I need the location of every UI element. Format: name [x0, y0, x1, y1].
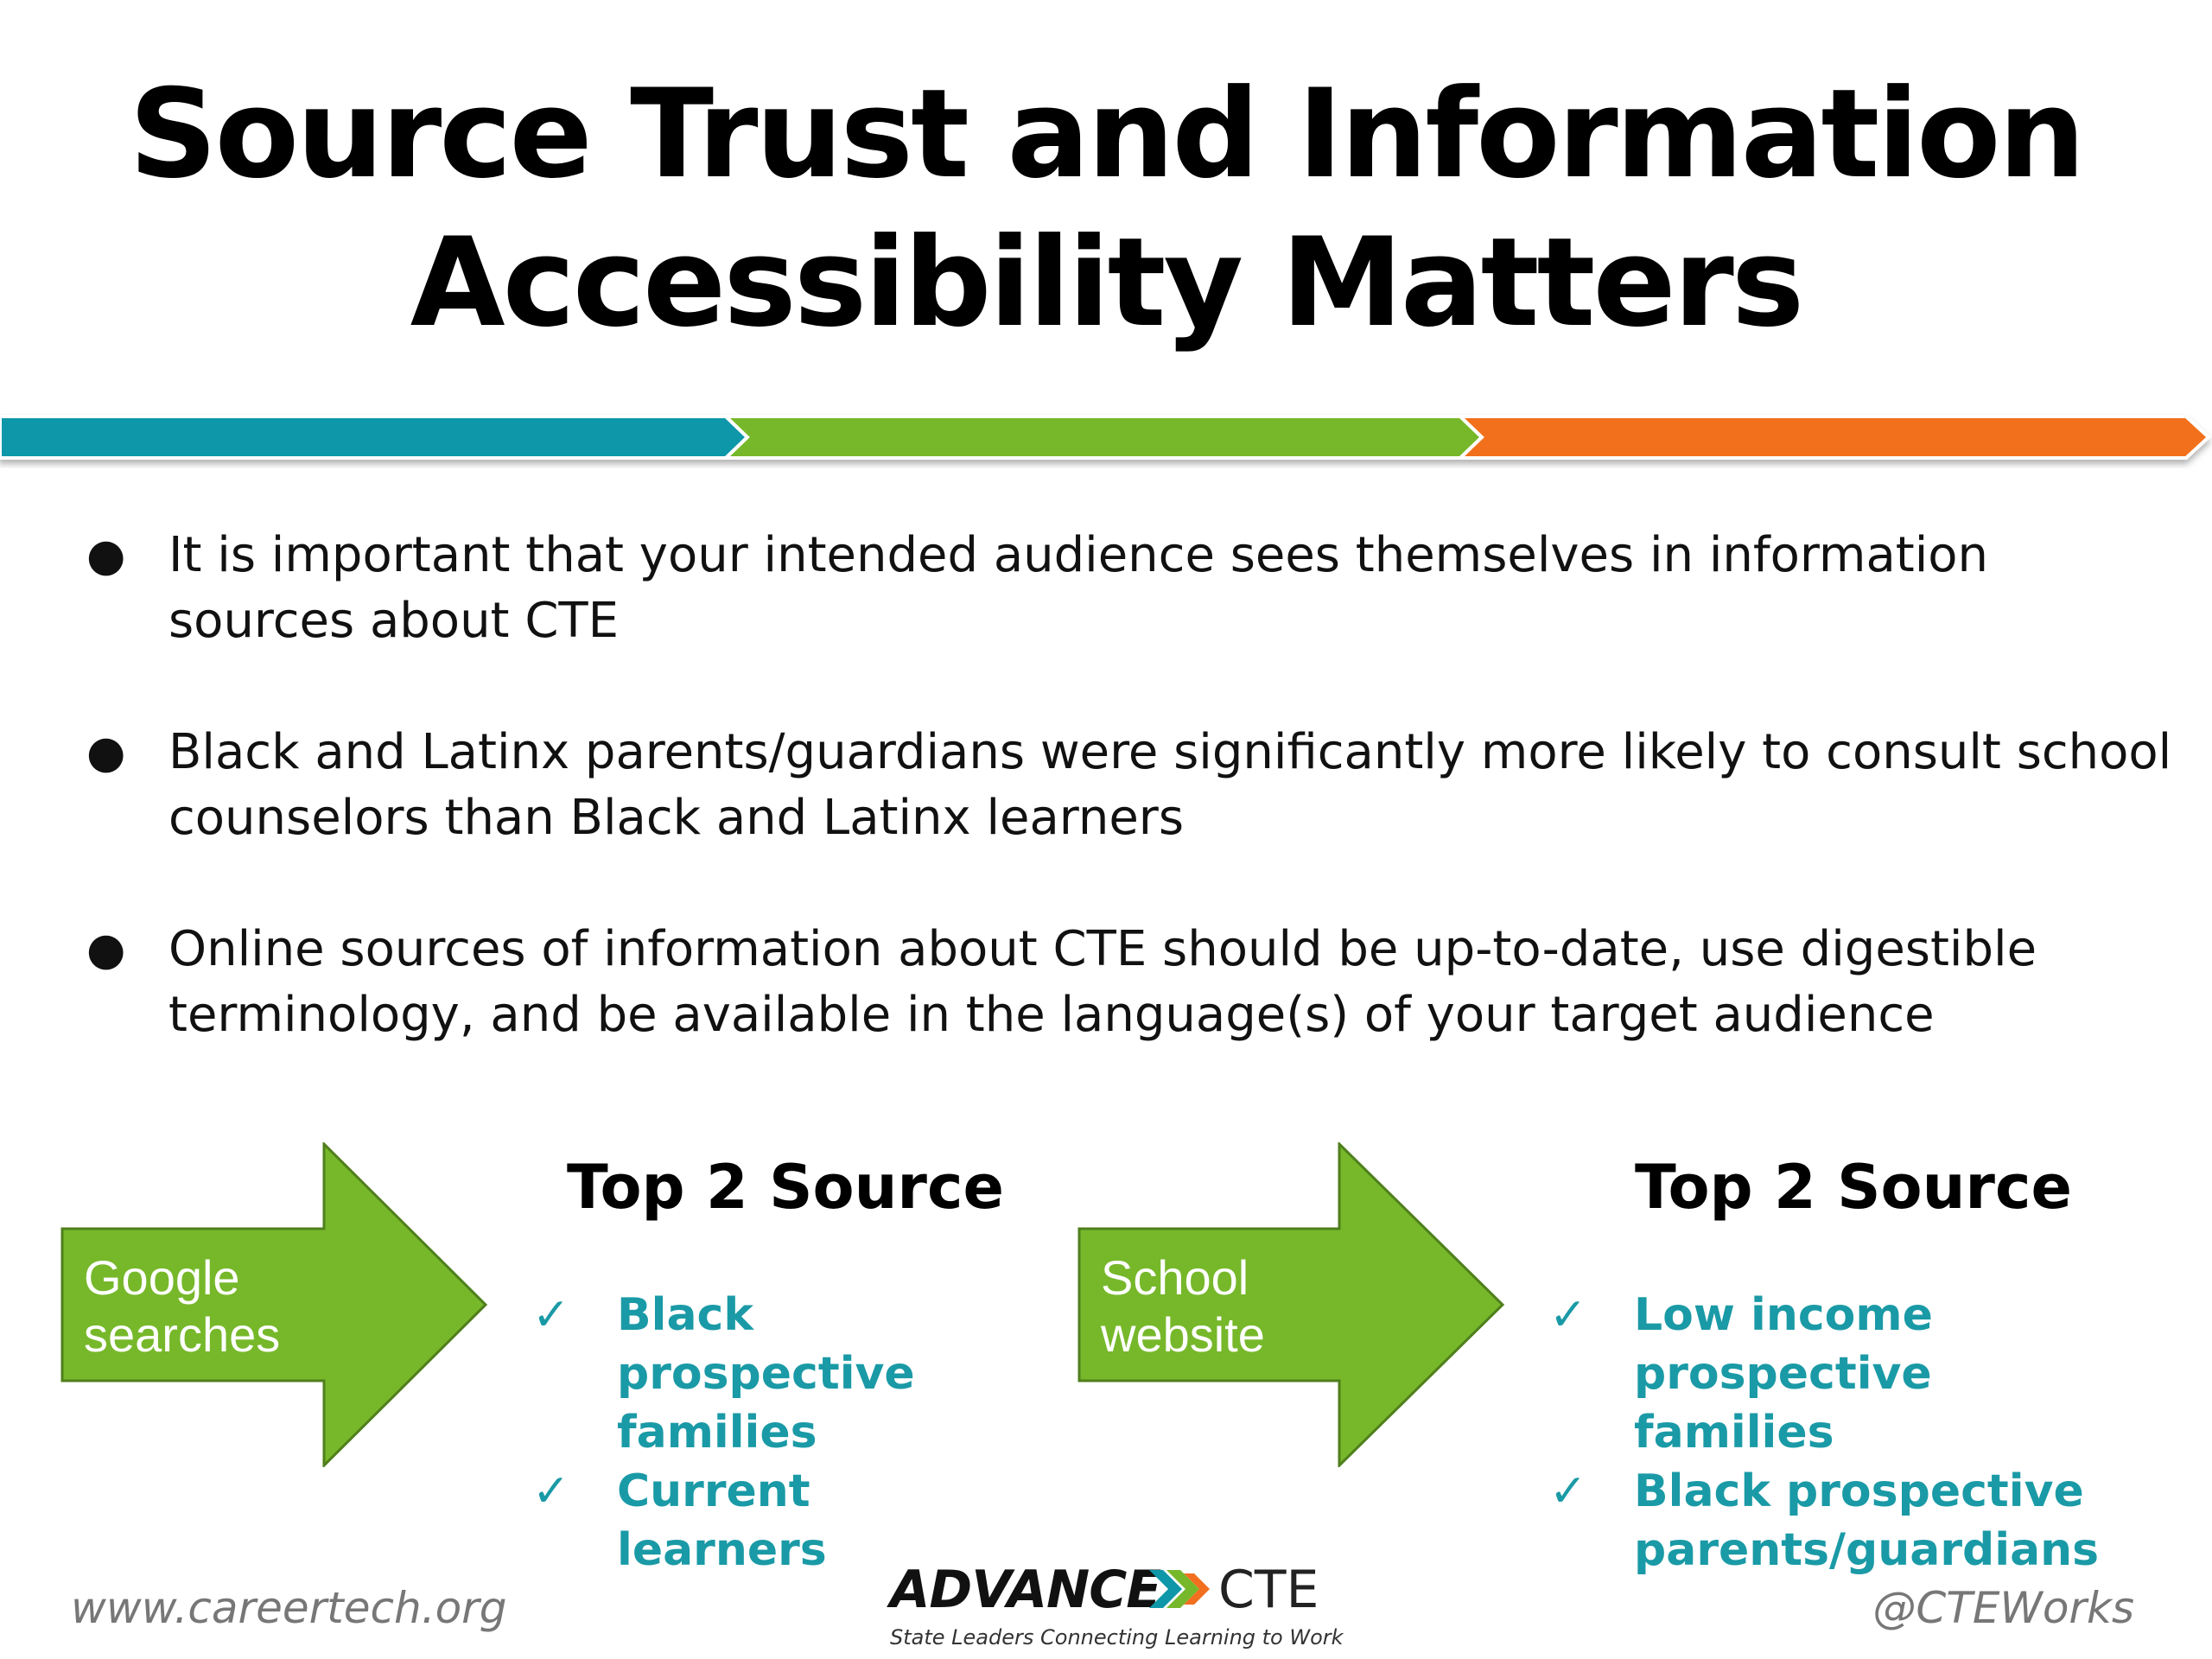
bullet-text: Black and Latinx parents/guardians were significantly more likely to consult school counselors than Black and Latinx learners	[168, 724, 2172, 846]
check-icon: ✓	[532, 1465, 570, 1517]
bullet-dot: ●	[86, 530, 126, 582]
source-heading: Top 2 Source	[1635, 1152, 2072, 1223]
bullet-text: Online sources of information about CTE should be up-to-date, use digestible terminology, and be available in the language(s) of your target audience	[168, 921, 2037, 1043]
source-heading: Top 2 Source	[567, 1152, 1004, 1223]
bullet-text: It is important that your intended audience sees themselves in information sources about CTE	[168, 527, 1989, 649]
check-item: ✓ Current learners	[532, 1462, 1016, 1580]
logo-chevron-icon	[1149, 1565, 1218, 1613]
school-website-label: School website	[1101, 1250, 1265, 1362]
check-item: ✓ Low income prospective families	[1549, 1286, 2085, 1462]
footer-url[interactable]: www.careertech.org	[71, 1583, 507, 1633]
logo-tagline: State Leaders Connecting Learning to Work	[890, 1625, 1344, 1649]
logo-cte-text: CTE	[1218, 1560, 1319, 1620]
check-icon: ✓	[1549, 1289, 1587, 1341]
bullet-dot: ●	[86, 727, 126, 779]
source-check-list	[1549, 1286, 2100, 1580]
google-searches-label: Google searches	[84, 1250, 281, 1362]
footer-handle[interactable]: @CTEWorks	[1872, 1583, 2134, 1633]
stripe-teal	[0, 416, 747, 458]
bullet-dot: ●	[86, 924, 126, 976]
source-check-list	[532, 1286, 1016, 1580]
stripe-green	[726, 416, 1482, 458]
logo-wordmark: ADVANCE	[890, 1560, 1161, 1620]
slide-title-line-2: Accessibility Matters	[410, 212, 1802, 354]
slide-title-line-1: Source Trust and Information	[129, 63, 2083, 206]
stripe-orange	[1460, 416, 2209, 458]
slide-title	[0, 60, 2212, 358]
bullet-list	[82, 523, 2173, 1114]
bullet-item	[82, 523, 2173, 654]
bullet-item	[82, 720, 2173, 851]
bullet-item	[82, 917, 2173, 1048]
advance-cte-logo	[890, 1560, 1344, 1655]
check-item: ✓ Black prospective families	[532, 1286, 1016, 1462]
color-chevron-stripe	[0, 413, 2212, 468]
check-icon: ✓	[532, 1289, 570, 1341]
check-item: ✓ Black prospective parents/guardians	[1549, 1462, 2085, 1580]
check-icon: ✓	[1549, 1465, 1587, 1517]
